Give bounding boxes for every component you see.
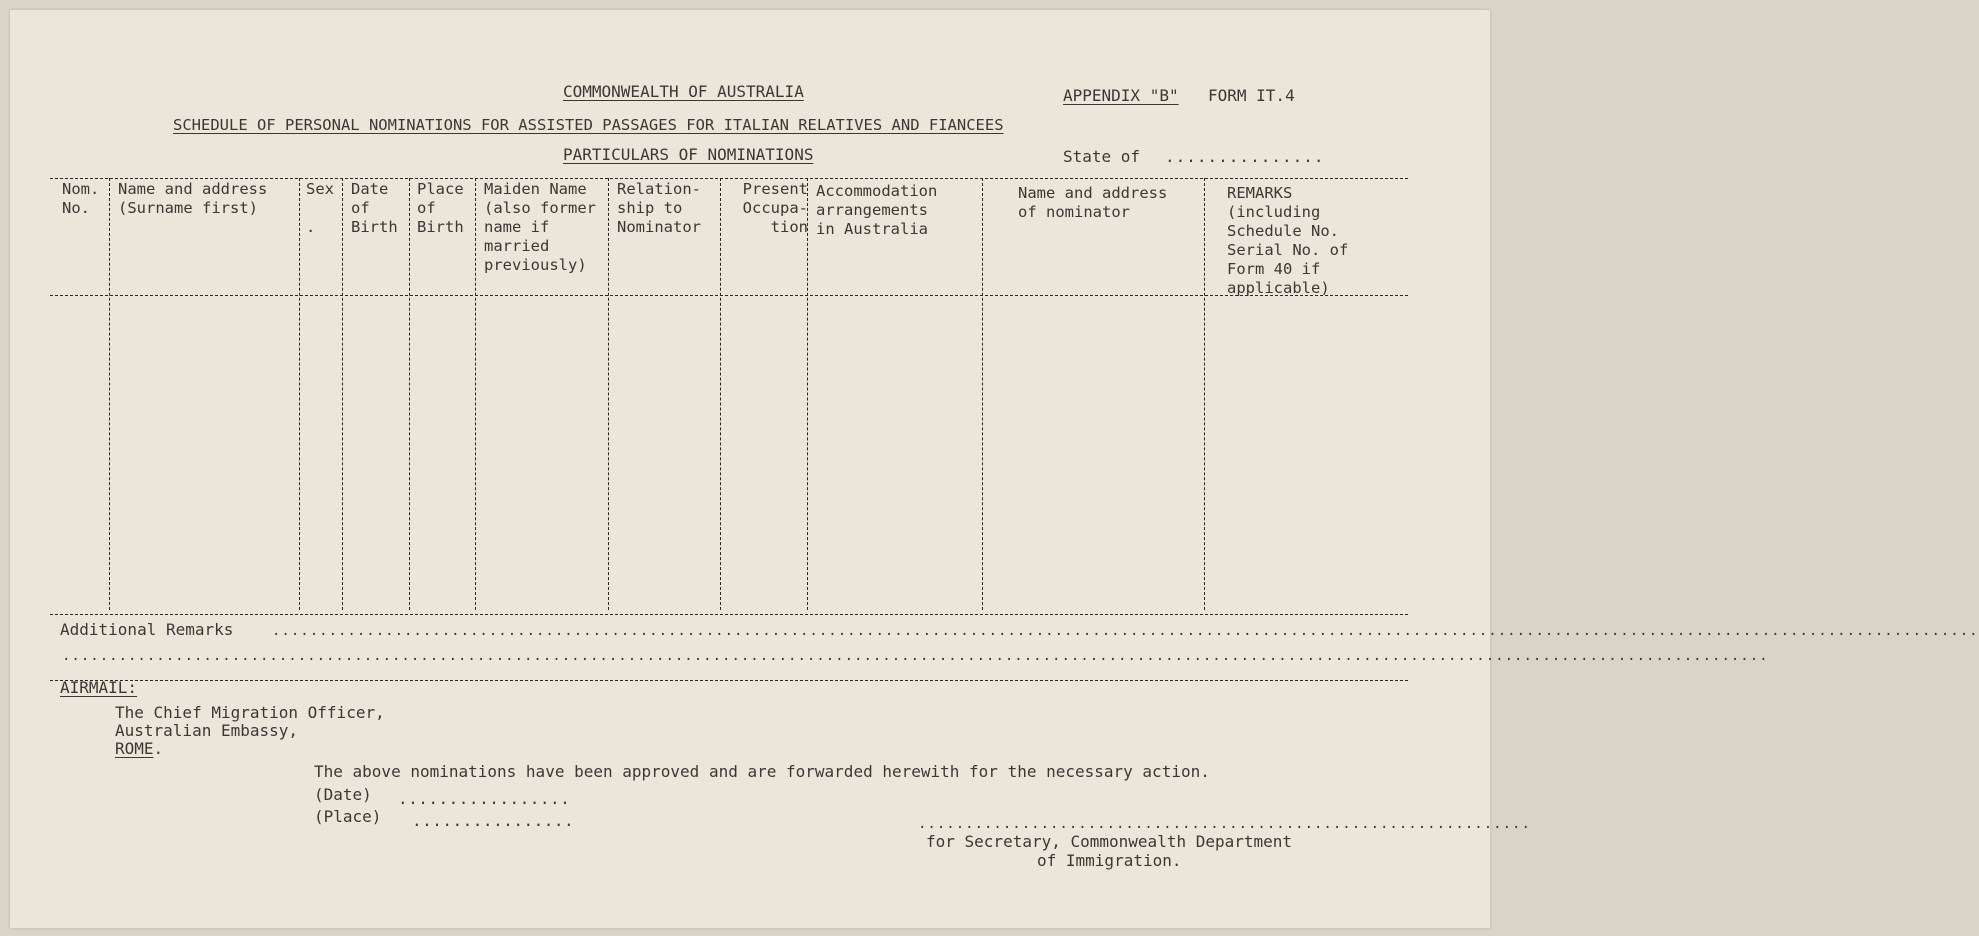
column-header-maiden-name: Maiden Name (also former name if married previously) <box>484 180 596 274</box>
form-page <box>10 10 1979 928</box>
address-city-suffix: . <box>153 739 164 758</box>
column-header-relationship: Relation- ship to Nominator <box>617 180 701 236</box>
approval-statement: The above nominations have been approved and are forwarded herewith for the necessary action. <box>314 762 1210 781</box>
additional-remarks-line: ..................................................................................................................................................................................... <box>62 648 1769 664</box>
signature-title-line-1: for Secretary, Commonwealth Department <box>926 832 1293 851</box>
address-city: ROME <box>115 739 154 758</box>
address-line-1: The Chief Migration Officer, <box>115 703 385 722</box>
state-field: ............... <box>1165 147 1325 166</box>
state-label: State of <box>1063 147 1141 166</box>
column-divider <box>807 178 808 610</box>
signature-title-line-2: of Immigration. <box>1037 851 1182 870</box>
column-header-nominator: Name and address of nominator <box>1018 184 1168 221</box>
column-header-name-address: Name and address (Surname first) <box>118 180 268 217</box>
column-divider <box>409 178 410 610</box>
column-header-occupation: Present Occupa- tion <box>742 180 808 236</box>
column-divider <box>1204 178 1205 610</box>
section-divider <box>50 680 1408 681</box>
schedule-title: SCHEDULE OF PERSONAL NOMINATIONS FOR ASSISTED PASSAGES FOR ITALIAN RELATIVES AND FIANCEES <box>173 116 1004 134</box>
column-header-nom-no: Nom. No. <box>62 180 100 217</box>
airmail-label: AIRMAIL: <box>60 678 138 697</box>
column-divider <box>608 178 609 610</box>
column-header-remarks: REMARKS (including Schedule No. Serial No. of Form 40 if applicable) <box>1227 184 1349 297</box>
address-line-2: Australian Embassy, <box>115 721 299 740</box>
additional-remarks-label: Additional Remarks <box>60 620 234 639</box>
address-line-3 <box>115 739 163 758</box>
column-divider <box>342 178 343 610</box>
column-divider <box>109 178 110 610</box>
form-number: FORM IT.4 <box>1208 86 1295 105</box>
column-divider <box>299 178 300 610</box>
additional-remarks-line: ..................................................................................................................................................................................... <box>272 623 1979 639</box>
date-label: (Date) <box>314 785 372 804</box>
table-bottom-border <box>50 614 1408 615</box>
appendix-label: APPENDIX "B" <box>1063 86 1179 105</box>
place-label: (Place) <box>314 807 382 826</box>
column-divider <box>475 178 476 610</box>
signature-line: ................................................................. <box>918 816 1531 832</box>
column-header-date-of-birth: Date of Birth <box>351 180 398 236</box>
column-header-sex: Sex . <box>306 180 334 236</box>
particulars-heading: PARTICULARS OF NOMINATIONS <box>563 145 814 164</box>
place-field: ................ <box>412 811 575 830</box>
column-divider <box>982 178 983 610</box>
column-divider <box>720 178 721 610</box>
column-header-place-of-birth: Place of Birth <box>417 180 464 236</box>
date-field: ................. <box>398 789 571 808</box>
commonwealth-heading: COMMONWEALTH OF AUSTRALIA <box>563 82 804 101</box>
column-header-accommodation: Accommodation arrangements in Australia <box>816 182 938 238</box>
